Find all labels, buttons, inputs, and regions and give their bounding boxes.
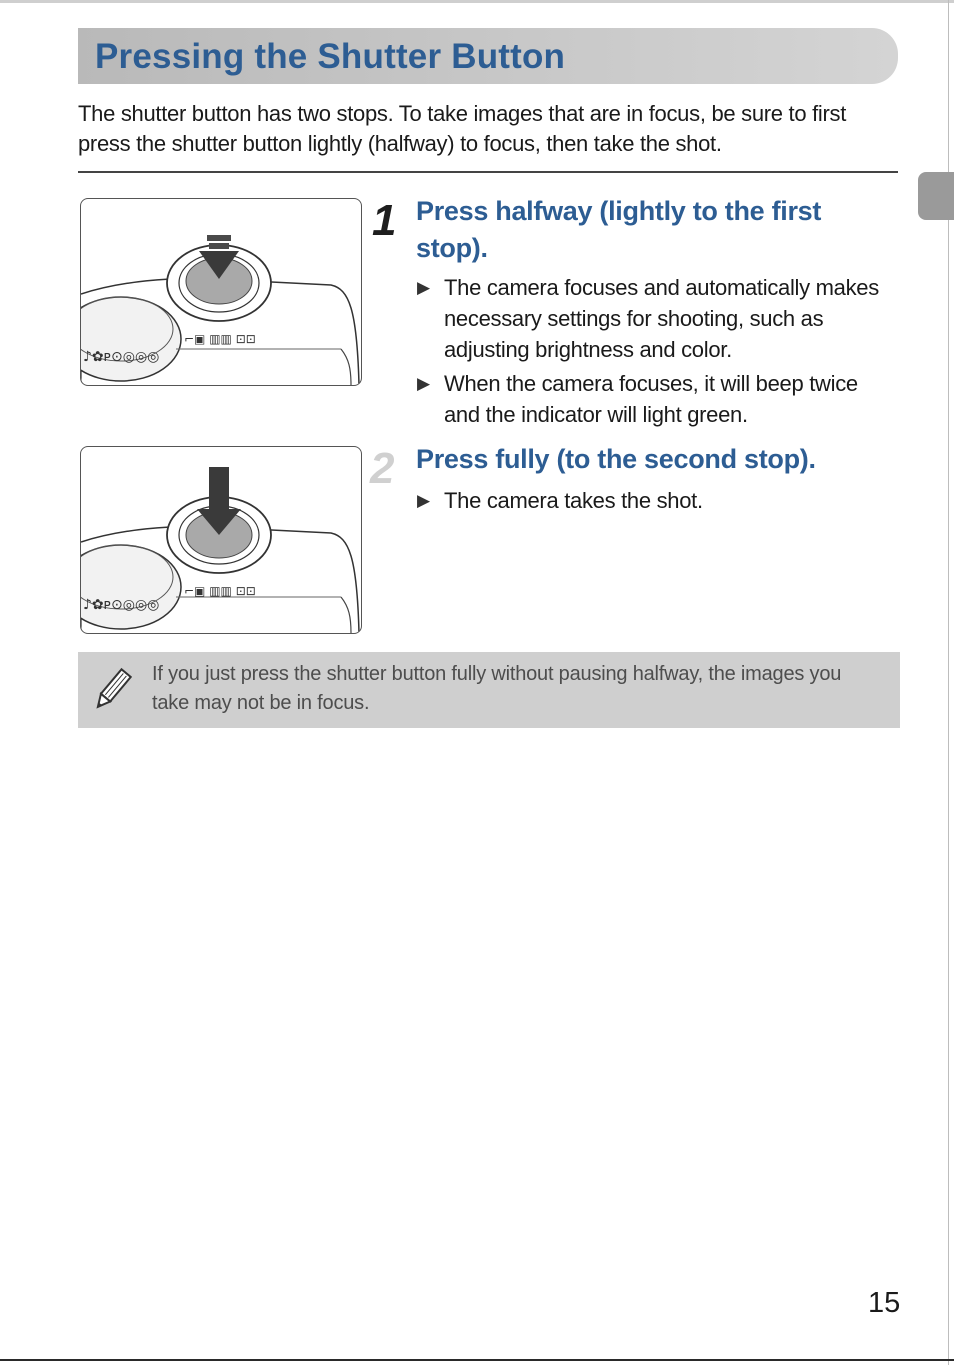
step-2-number: 2: [370, 444, 395, 493]
step-1-bullet-1: [417, 272, 887, 365]
step-2-heading: Press fully (to the second stop).: [416, 444, 816, 474]
svg-text:⌐▣ ▥▥ ⊡⊡: ⌐▣ ▥▥ ⊡⊡: [184, 332, 256, 346]
bullet-arrow-icon: ▶: [417, 491, 430, 510]
section-title-bar: [78, 28, 898, 84]
step-1-heading: Press halfway (lightly to the first stop).: [416, 196, 822, 263]
step-1-number: 1: [372, 196, 397, 245]
svg-text:♪✿ᴘ⊙◎◎◎: ♪✿ᴘ⊙◎◎◎: [83, 349, 160, 365]
bullet-text: The camera takes the shot.: [444, 488, 703, 513]
bullet-arrow-icon: ▶: [417, 374, 430, 393]
full-press-illustration: [80, 446, 362, 634]
page-edge-top: [0, 0, 954, 3]
section-title: Pressing the Shutter Button: [95, 37, 566, 76]
step-2-bullet-1: [417, 485, 887, 516]
svg-text:♪✿ᴘ⊙◎◎◎: ♪✿ᴘ⊙◎◎◎: [83, 597, 160, 613]
camera-full-press-drawing: [81, 447, 361, 633]
intro-paragraph: The shutter button has two stops. To take images that are in focus, be sure to first press the shutter button lightly (halfway) to focus, then take the shot.: [78, 101, 847, 156]
step-1-bullet-2: [417, 368, 887, 430]
bullet-text: The camera focuses and automatically makes necessary settings for shooting, such as adjusting brightness and color.: [444, 275, 879, 362]
note-box: [78, 652, 900, 728]
bullet-arrow-icon: ▶: [417, 278, 430, 297]
camera-half-press-drawing: [81, 199, 361, 385]
bullet-text: When the camera focuses, it will beep twice and the indicator will light green.: [444, 371, 858, 427]
chapter-side-tab: [918, 172, 954, 220]
section-divider: [78, 171, 898, 173]
pencil-icon: [92, 666, 132, 719]
svg-text:⌐▣ ▥▥ ⊡⊡: ⌐▣ ▥▥ ⊡⊡: [184, 584, 256, 598]
half-press-illustration: [80, 198, 362, 386]
page-edge-bottom: [0, 1359, 954, 1361]
note-text: If you just press the shutter button fully without pausing halfway, the images you take may not be in focus.: [152, 663, 842, 714]
page-number: 15: [868, 1287, 901, 1319]
